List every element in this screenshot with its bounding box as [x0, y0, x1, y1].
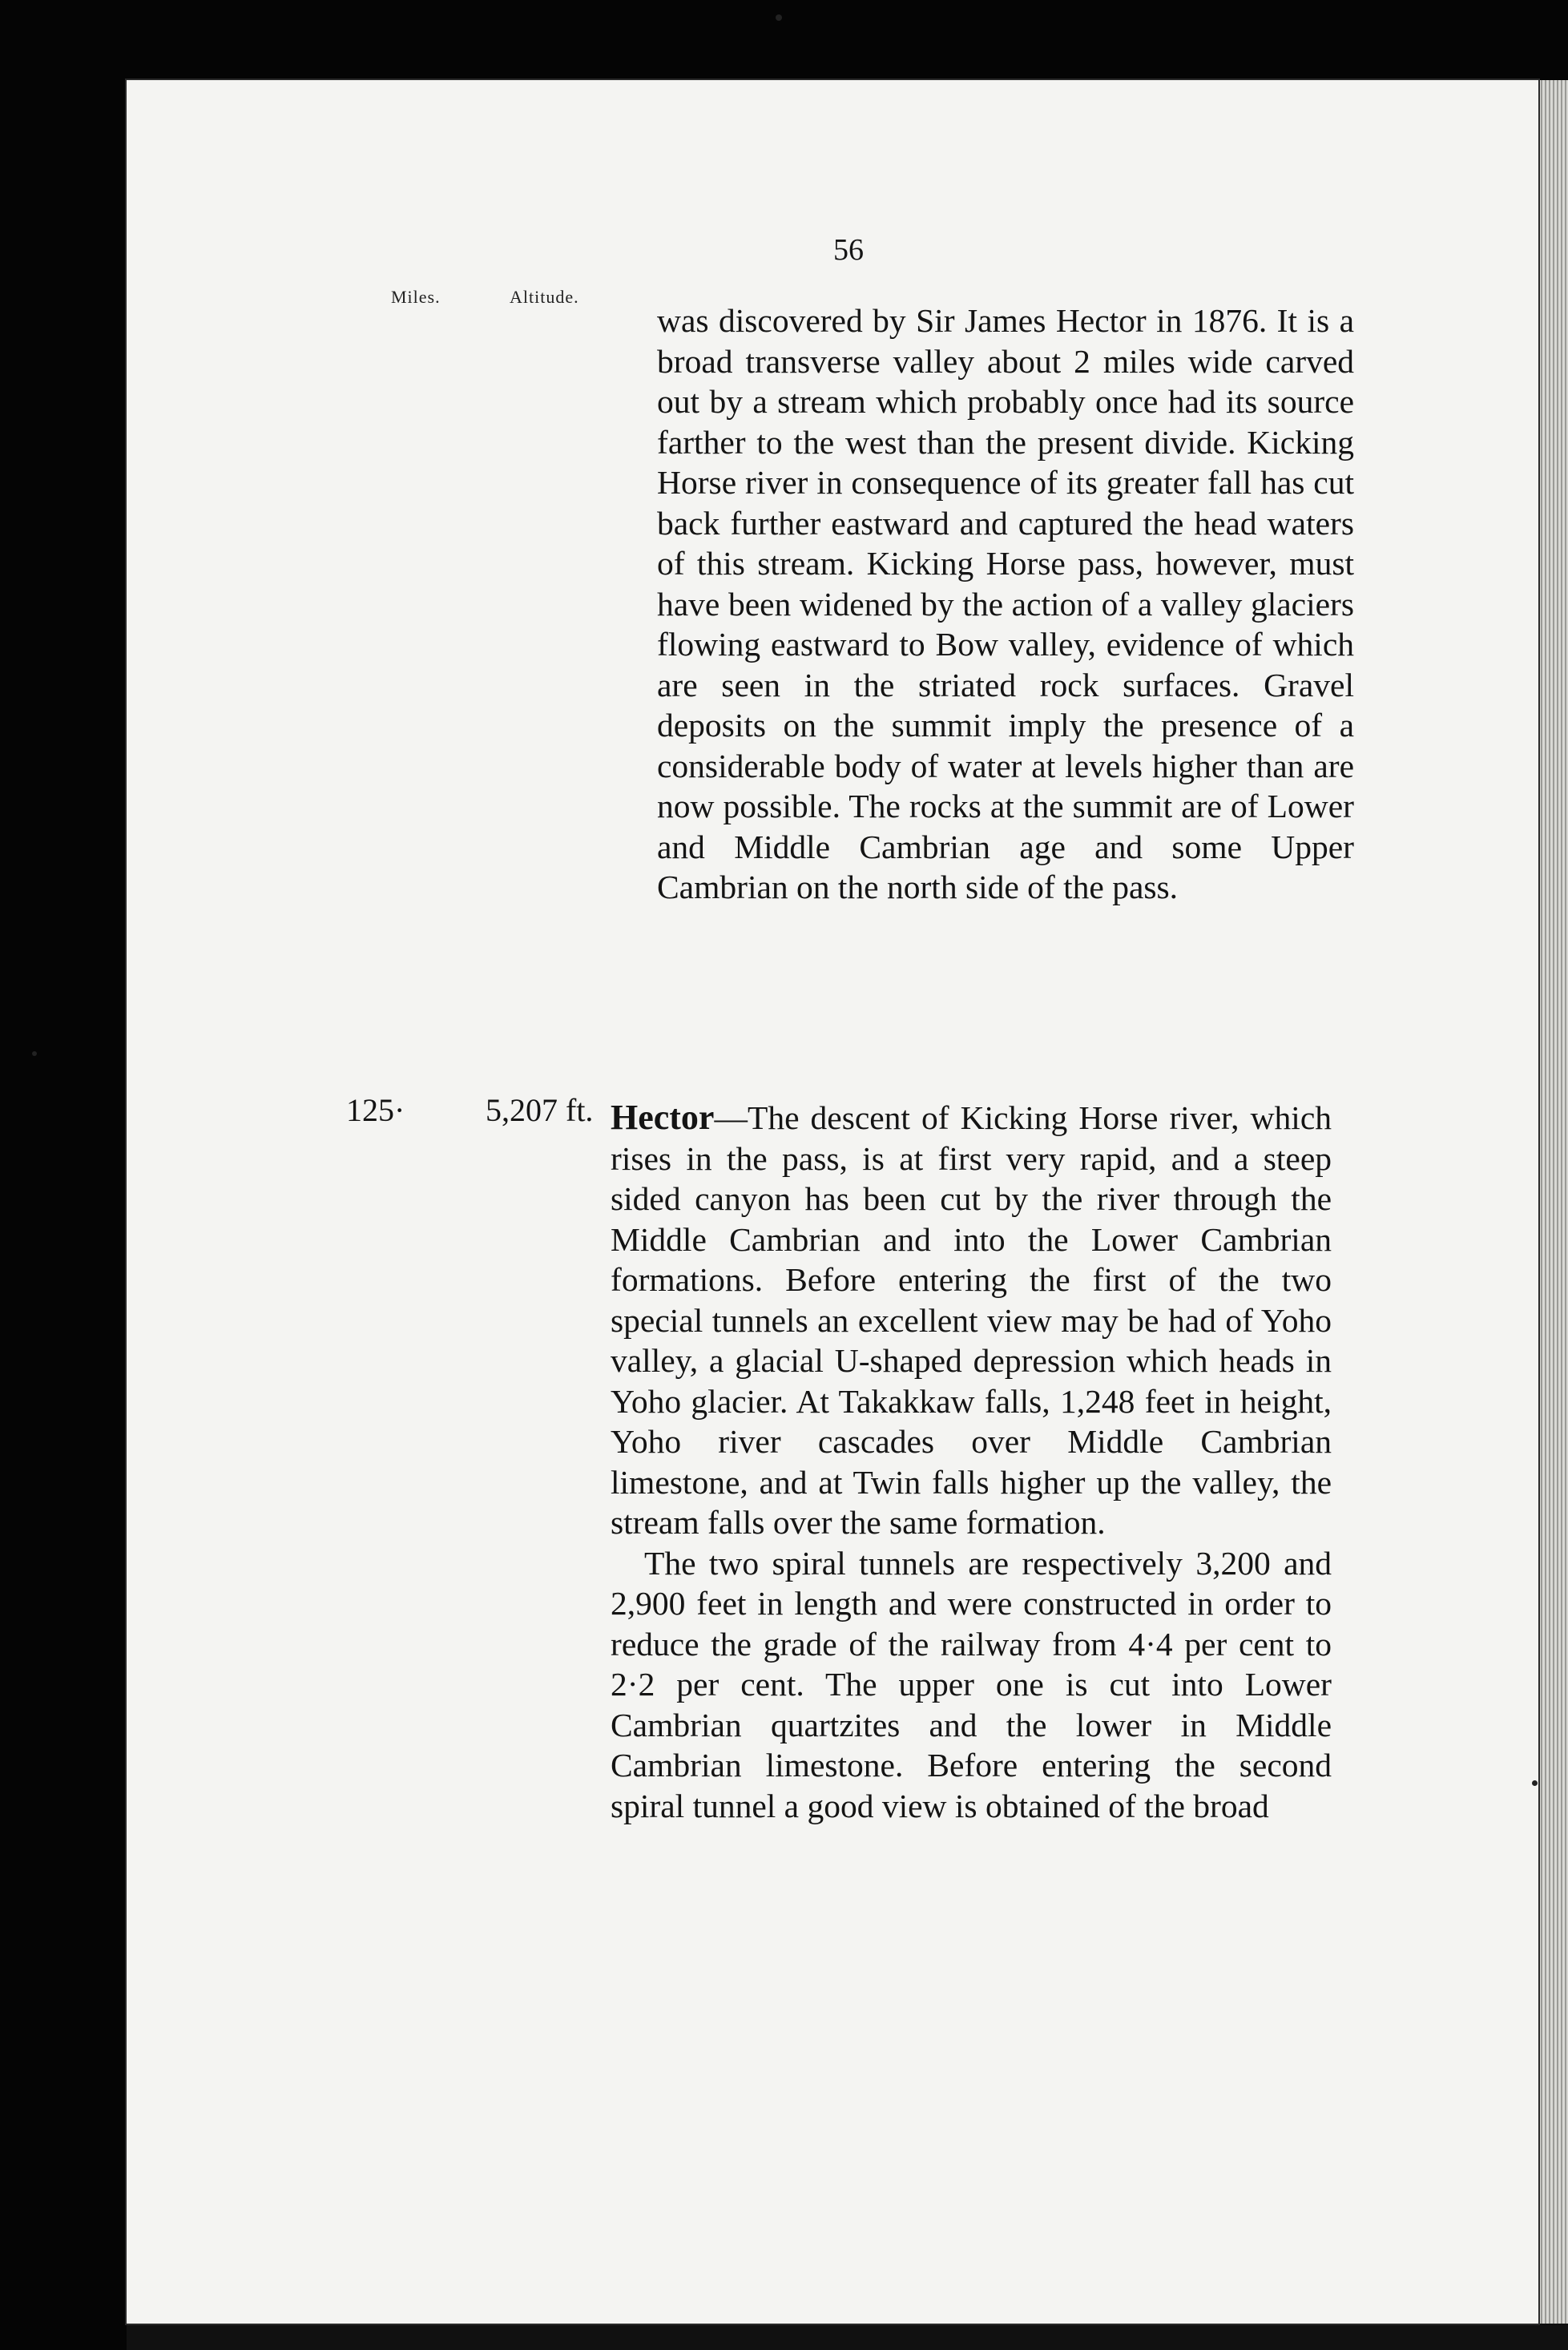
station-name: Hector	[611, 1098, 715, 1137]
continued-paragraph	[657, 300, 1354, 908]
entry-altitude: 5,207 ft.	[486, 1092, 594, 1128]
hector-entry	[611, 1098, 1332, 1826]
hector-paragraph-2: The two spiral tunnels are respectively 3,200 and 2,900 feet in length and were constructed in order to reduce the grade of the railway from 4·4 per cent to 2·2 per cent. The upper one is cut into Lower Cambrian quartzites and the lower in Middle Cambrian limestone. Before entering the second spiral tunnel a good view is obtained of the broad	[611, 1544, 1332, 1824]
station-dash: —	[714, 1099, 748, 1136]
scan-speck	[776, 14, 782, 21]
page-bottom-edge	[127, 2324, 1568, 2350]
hector-paragraph-1-text: The descent of Kicking Horse river, which rises in the pass, is at first very rapid, and a steep sided canyon has been cut by the river through the Middle Cambrian and into the Lower Cambrian formations. Before entering the first of the two special tunnels an excellent view may be had of Yoho valley, a glacial U-shaped depression which heads in Yoho glacier. At Takakkaw falls, 1,248 feet in height, Yoho river cascades over Middle Cambrian limestone, and at Twin falls higher up the valley, the stream falls over the same formation.	[611, 1099, 1332, 1541]
page-edge	[1538, 80, 1568, 2324]
scan-speck	[32, 1051, 37, 1056]
miles-column-header: Miles.	[391, 287, 441, 307]
page-number: 56	[833, 233, 864, 267]
hector-paragraph-1	[611, 1098, 1332, 1543]
scan-speck	[1532, 1780, 1538, 1786]
continued-paragraph-text: was discovered by Sir James Hector in 1876. It is a broad transverse valley about 2 miles wide carved out by a stream which probably once had its source farther to the west than the present divide. Kicking Horse river in consequence of its greater fall has cut back further eastward and captured the head waters of this stream. Kicking Horse pass, however, must have been widened by the action of a valley glaciers flowing eastward to Bow valley, evidence of which are seen in the striated rock surfaces. Gravel deposits on the summit imply the presence of a considerable body of water at levels higher than are now possible. The rocks at the summit are of Lower and Middle Cambrian age and some Upper Cambrian on the north side of the pass.	[657, 302, 1354, 905]
altitude-column-header: Altitude.	[510, 287, 579, 307]
entry-miles: 125·	[346, 1092, 405, 1128]
